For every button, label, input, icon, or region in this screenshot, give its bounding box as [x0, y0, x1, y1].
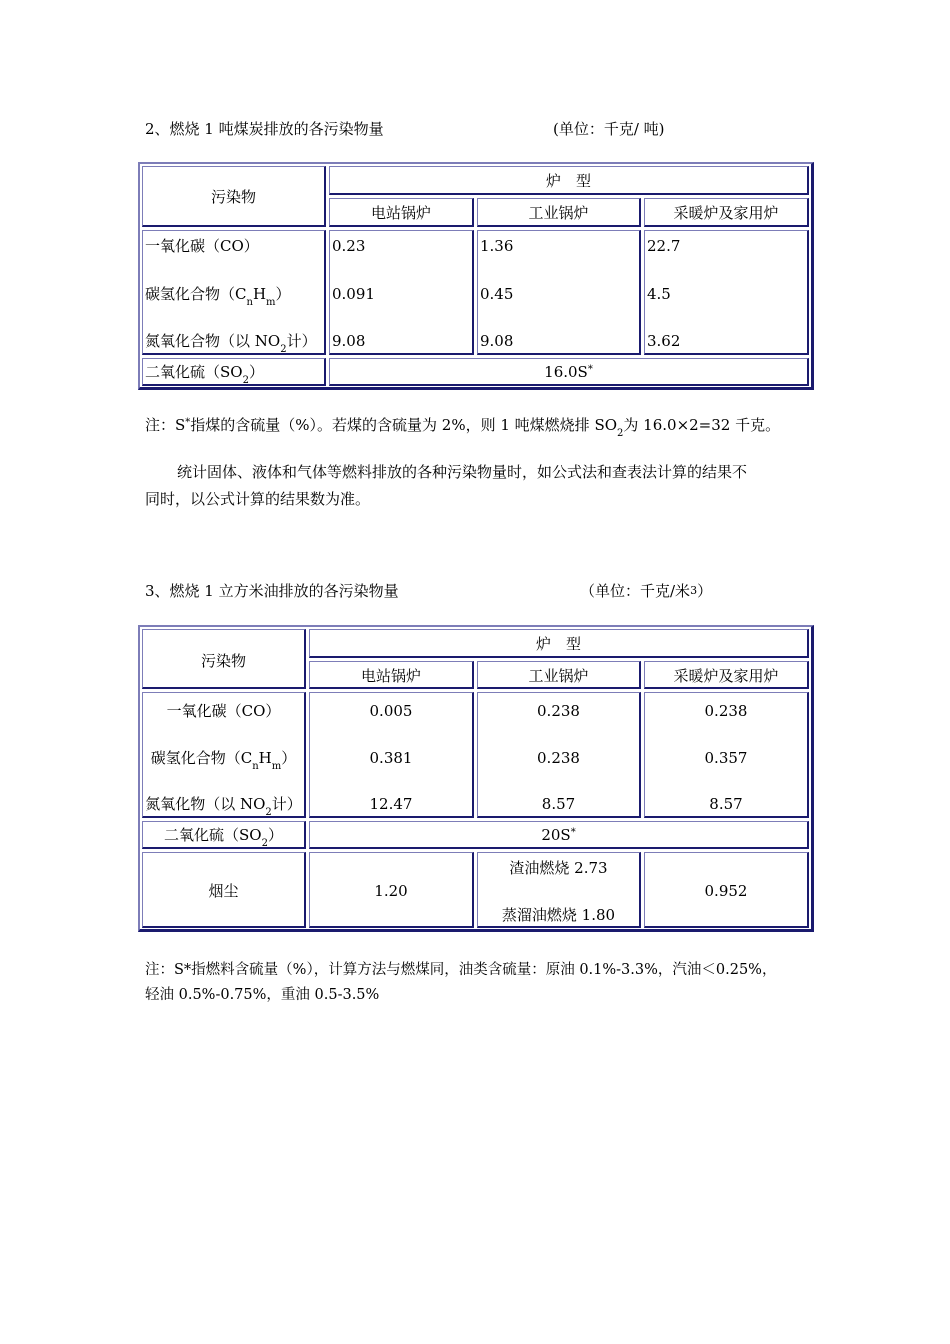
oil-row-nox-label: 氮氧化物（以 $NO_2$计） [145, 795, 302, 818]
oil-header-industrial-boiler: 工业锅炉 [528, 667, 589, 685]
oil-header-heating-cell [644, 661, 809, 689]
dust-industry-cell [477, 852, 641, 928]
oil-header-heating-stove: 采暖炉及家用炉 [673, 667, 779, 685]
hydrocarbon-heating-value: 4.5 [647, 285, 671, 303]
oil-so2-value-cell [309, 821, 809, 849]
dust-heating-value: 0.952 [704, 882, 748, 900]
dust-power-cell [309, 852, 474, 928]
section2-note: 注：S*指煤的含硫量（%）。若煤的含硫量为 2%，则 1 吨煤燃烧排 $SO_2$为 16.0×2=32 千克。 [145, 416, 781, 439]
so2-value-cell [329, 358, 809, 386]
oil-row-hydrocarbon-label: 碳氢化合物$(C_nH_m)$ [150, 749, 297, 772]
hydrocarbon-industry-value: 0.45 [480, 285, 514, 303]
header-pollutant-cell [142, 166, 326, 227]
oil-heating-values-cell [644, 692, 809, 818]
so2-value: 16.0S* [544, 363, 593, 381]
header-industry-cell [477, 198, 641, 227]
co-heating-value: 22.7 [647, 237, 681, 255]
oil-industry-values-cell [477, 692, 641, 818]
oil-power-values-cell [309, 692, 474, 818]
oil-so2-label-cell [142, 821, 306, 849]
section3-title: 3、燃烧 1 立方米油排放的各污染物量 [145, 582, 399, 600]
dust-power-value: 1.20 [374, 882, 408, 900]
so2-label-cell [142, 358, 326, 386]
row-labels-cell [142, 230, 326, 355]
row-hydrocarbon-label: 碳氢化合物$(C_nH_m)$ [145, 285, 291, 308]
dust-label-cell [142, 852, 306, 928]
section2-unit: (单位：千克/ 吨) [553, 120, 665, 138]
oil-nox-power-value: 12.47 [369, 795, 413, 813]
oil-row-labels-cell [142, 692, 306, 818]
oil-row-co-label: 一氧化碳（CO） [166, 702, 281, 720]
oil-header-power-cell [309, 661, 474, 689]
header-power-boiler: 电站锅炉 [370, 204, 431, 222]
oil-co-heating-value: 0.238 [704, 702, 748, 720]
oil-nox-heating-value: 8.57 [709, 795, 743, 813]
co-industry-value: 1.36 [480, 237, 514, 255]
header-power-cell [329, 198, 474, 227]
section2-paragraph-line1: 统计固体、液体和气体等燃料排放的各种污染物量时，如公式法和查表法计算的结果不 [177, 463, 748, 481]
oil-header-furnace-type: 炉 型 [535, 635, 581, 653]
oil-hydrocarbon-industry-value: 0.238 [537, 749, 580, 767]
dust-distillate-oil-value: 蒸溜油燃烧 1.80 [501, 906, 616, 924]
row-co-label: 一氧化碳（CO） [145, 237, 259, 255]
row-dust-label: 烟尘 [208, 882, 239, 900]
header-pollutant: 污染物 [210, 188, 256, 206]
oil-hydrocarbon-power-value: 0.381 [369, 749, 413, 767]
header-industrial-boiler: 工业锅炉 [528, 204, 589, 222]
oil-header-furnace-cell [309, 629, 809, 658]
section3-note-line2: 轻油 0.5%-0.75%，重油 0.5-3.5% [145, 987, 380, 1003]
header-heating-stove: 采暖炉及家用炉 [673, 204, 779, 222]
section3-note-line1: 注：S*指燃料含硫量（%），计算方法与燃煤同，油类含硫量：原油 0.1%-3.3%，汽油＜0.25%， [145, 962, 777, 978]
oil-header-pollutant: 污染物 [200, 652, 246, 670]
oil-row-so2-label: 二氧化硫$(SO_2)$ [164, 826, 283, 849]
power-values-cell [329, 230, 474, 355]
section2-title: 2、燃烧 1 吨煤炭排放的各污染物量 [145, 120, 384, 138]
oil-co-power-value: 0.005 [369, 702, 413, 720]
oil-nox-industry-value: 8.57 [541, 795, 576, 813]
industry-values-cell [477, 230, 641, 355]
nox-industry-value: 9.08 [480, 332, 514, 350]
oil-header-industry-cell [477, 661, 641, 689]
oil-header-pollutant-cell [142, 629, 306, 689]
header-heating-cell [644, 198, 809, 227]
row-so2-label: 二氧化硫$(SO_2)$ [145, 363, 264, 386]
section3-unit: （单位：千克/米3） [580, 582, 713, 600]
nox-power-value: 9.08 [332, 332, 366, 350]
hydrocarbon-power-value: 0.091 [332, 285, 375, 303]
nox-heating-value: 3.62 [647, 332, 681, 350]
oil-hydrocarbon-heating-value: 0.357 [704, 749, 748, 767]
section2-paragraph-line2: 同时，以公式计算的结果数为准。 [145, 490, 371, 508]
header-furnace-type: 炉 型 [545, 172, 591, 190]
co-power-value: 0.23 [332, 237, 366, 255]
oil-co-industry-value: 0.238 [537, 702, 580, 720]
dust-heating-cell [644, 852, 809, 928]
dust-residual-oil-value: 渣油燃烧 2.73 [509, 859, 608, 877]
row-nox-label: 氮氧化合物（以 $NO_2$计） [145, 332, 317, 355]
oil-header-power-boiler: 电站锅炉 [360, 667, 421, 685]
heating-values-cell [644, 230, 809, 355]
header-furnace-cell [329, 166, 809, 195]
oil-so2-value: 20S* [541, 826, 576, 844]
